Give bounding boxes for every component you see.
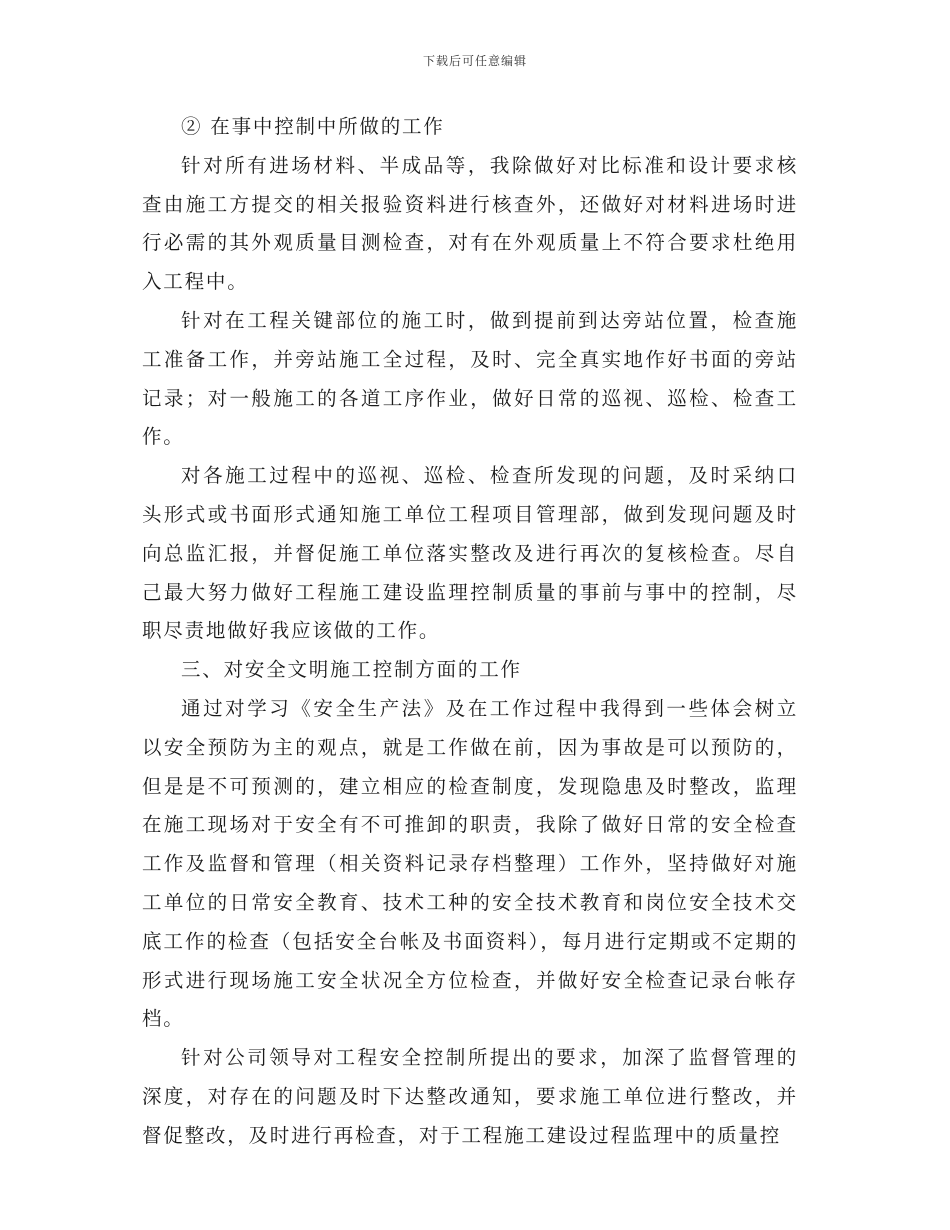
paragraph-safety-law-study: 通过对学习《安全生产法》及在工作过程中我得到一些体会树立以安全预防为主的观点，就是工作做在前，因为事故是可以预防的，但是是不可预测的，建立相应的检查制度，发现隐患及时整改，监理在施工现场对于安全有不可推卸的职责，我除了做好日常的安全检查工作及监督和管理（相关资料记录存档整理）工作外，坚持做好对施工单位的日常安全教育、技术工种的安全技术教育和岗位安全技术交底工作的检查（包括安全台帐及书面资料），每月进行定期或不定期的形式进行现场施工安全状况全方位检查，并做好安全检查记录台帐存档。	[142, 696, 798, 1031]
page-header-note: 下载后可任意编辑	[422, 54, 527, 68]
paragraph-in-process-control-heading: ② 在事中控制中所做的工作	[181, 115, 445, 138]
document-body	[142, 108, 798, 1156]
paragraph-key-part-supervision: 针对在工程关键部位的施工时，做到提前到达旁站位置，检查施工准备工作，并旁站施工全过程，及时、完全真实地作好书面的旁站记录；对一般施工的各道工序作业，做好日常的巡视、巡检、检查工作。	[142, 308, 798, 449]
paragraph-safety-requirements: 针对公司领导对工程安全控制所提出的要求，加深了监督管理的深度，对存在的问题及时下达整改通知，要求施工单位进行整改，并督促整改，及时进行再检查，对于工程施工建设过程监理中的质量控	[142, 1046, 798, 1147]
paragraph-problem-reporting: 对各施工过程中的巡视、巡检、检查所发现的问题，及时采纳口头形式或书面形式通知施工单位工程项目管理部，做到发现问题及时向总监汇报，并督促施工单位落实整改及进行再次的复核检查。尽自己最大努力做好工程施工建设监理控制质量的事前与事中的控制，尽职尽责地做好我应该做的工作。	[142, 464, 798, 643]
paragraph-material-inspection: 针对所有进场材料、半成品等，我除做好对比标准和设计要求核查由施工方提交的相关报验资料进行核查外，还做好对材料进场时进行必需的其外观质量目测检查，对有在外观质量上不符合要求杜绝用入工程中。	[142, 153, 798, 294]
section-heading-safety-control: 三、对安全文明施工控制方面的工作	[181, 658, 522, 682]
